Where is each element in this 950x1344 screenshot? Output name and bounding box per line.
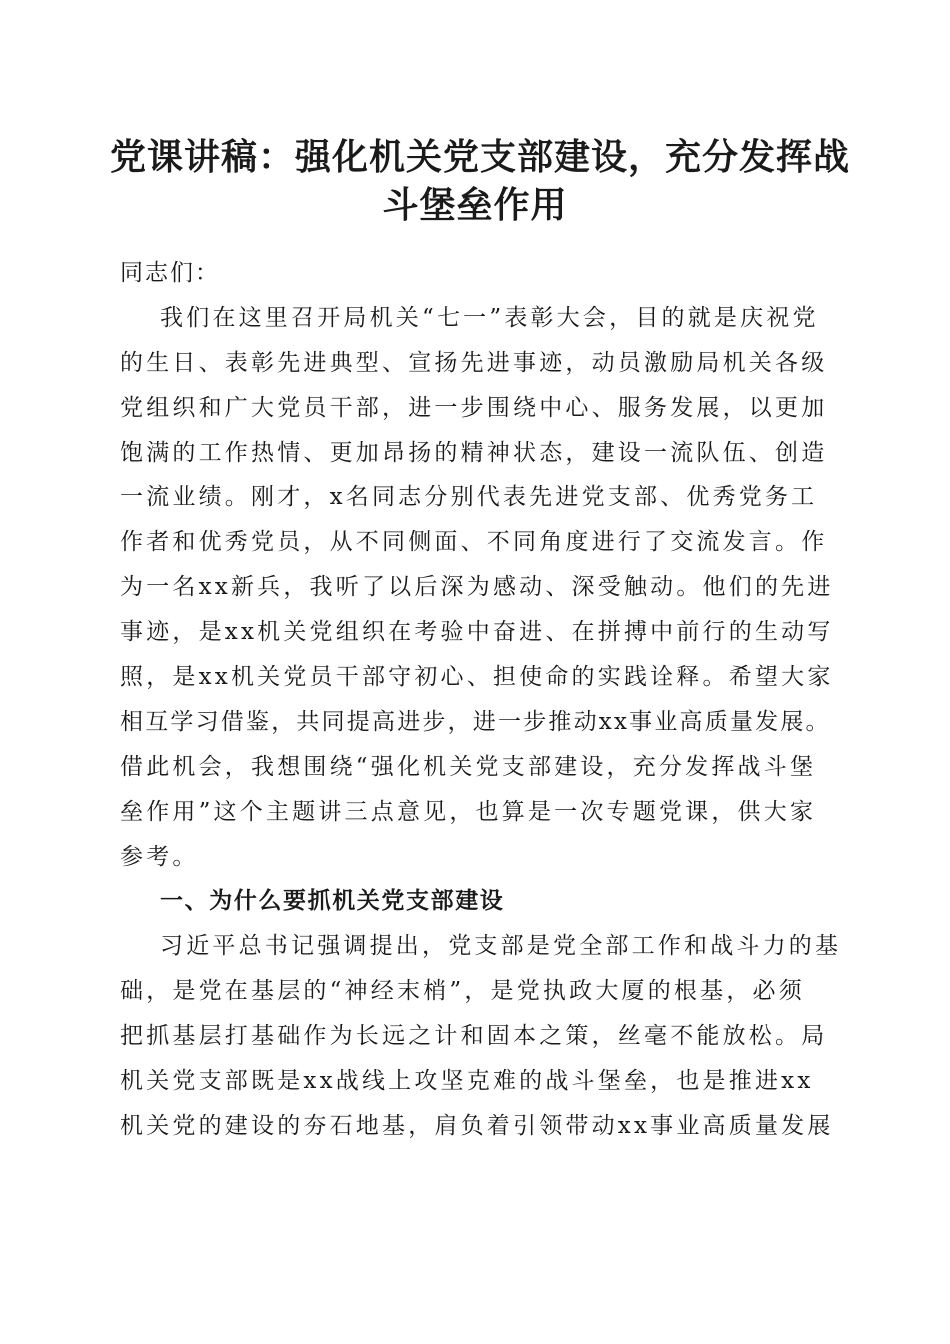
paragraph-line: 把抓基层打基础作为长远之计和固本之策，丝毫不能放松。局 — [120, 1023, 828, 1050]
paragraph-line: 垒作用”这个主题讲三点意见，也算是一次专题党课，供大家 — [120, 798, 817, 825]
paragraph-line: 饱满的工作热情、更加昂扬的精神状态，建设一流队伍、创造 — [120, 439, 828, 466]
section-heading: 一、为什么要抓机关党支部建设 — [160, 888, 505, 915]
paragraph-line: 础，是党在基层的“神经末梢”，是党执政大厦的根基，必须 — [120, 978, 805, 1005]
paragraph-line: 事迹，是xx机关党组织在考验中奋进、在拼搏中前行的生动写 — [120, 619, 834, 646]
paragraph-line: 相互学习借鉴，共同提高进步，进一步推动xx事业高质量发展。 — [120, 708, 831, 735]
title-line: 党课讲稿：强化机关党支部建设，充分发挥战 — [110, 136, 851, 178]
paragraph-line: 借此机会，我想围绕“强化机关党支部建设，充分发挥战斗堡 — [120, 753, 817, 780]
paragraph-line: 党组织和广大党员干部，进一步围绕中心、服务发展，以更加 — [120, 394, 828, 421]
paragraph-line: 的生日、表彰先进典型、宣扬先进事迹，动员激励局机关各级 — [120, 349, 828, 376]
paragraph-line: 一流业绩。刚才，x名同志分别代表先进党支部、优秀党务工 — [120, 484, 818, 511]
paragraph-line: 机关党支部既是xx战线上攻坚克难的战斗堡垒，也是推进xx — [120, 1068, 814, 1095]
document-title — [110, 133, 851, 229]
paragraph-line: 照，是xx机关党员干部守初心、担使命的实践诠释。希望大家 — [120, 664, 834, 691]
title-line: 斗堡垒作用 — [382, 184, 568, 226]
paragraph-line: 参考。 — [120, 843, 199, 870]
salutation: 同志们： — [120, 260, 220, 286]
paragraph-line: 机关党的建设的夯石地基，肩负着引领带动xx事业高质量发展 — [120, 1112, 834, 1139]
paragraph-line: 我们在这里召开局机关“七一”表彰大会，目的就是庆祝党 — [160, 304, 819, 331]
paragraph-line: 为一名xx新兵，我听了以后深为感动、深受触动。他们的先进 — [120, 574, 834, 601]
paragraph-line: 作者和优秀党员，从不同侧面、不同角度进行了交流发言。作 — [120, 529, 828, 556]
paragraph-line: 习近平总书记强调提出，党支部是党全部工作和战斗力的基 — [160, 933, 842, 960]
paragraph-section-1 — [120, 924, 840, 1148]
paragraph-opening — [120, 296, 840, 880]
document-body — [120, 251, 840, 1149]
